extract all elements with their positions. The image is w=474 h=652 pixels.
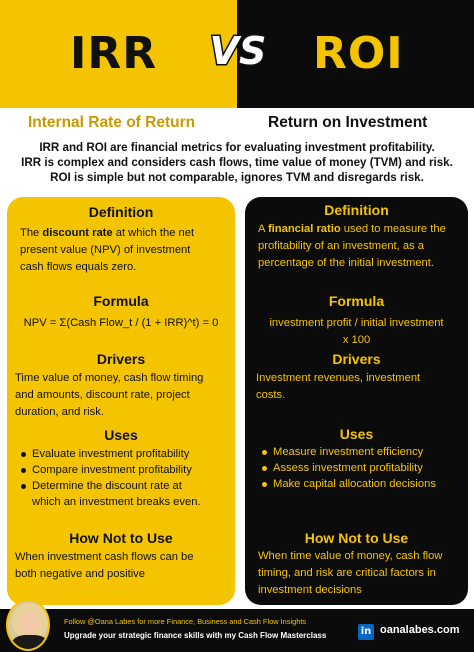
roi-title: ROI [313,28,404,79]
definition-bold-term: financial ratio [267,223,341,235]
list-item-continuation [20,494,230,510]
irr-formula-heading: Formula [93,293,149,309]
irr-formula: NPV = Σ(Cash Flow_t / (1 + IRR)^t) = 0 [23,317,219,329]
intro-text [10,140,464,185]
roi-drivers-text [256,370,466,404]
linkedin-icon[interactable]: in [358,624,374,640]
irr-drivers-text [15,370,233,421]
footer-bar [0,609,474,652]
roi-definition-text [258,221,466,272]
hntu-line: both negative and positive [15,568,145,580]
intro-line: ROI is simple but not comparable, ignores TVM and disregards risk. [50,171,424,184]
definition-text-line: profitability of an investment, as a [258,240,425,252]
vs-badge-icon [207,24,269,76]
roi-uses-heading: Uses [339,426,374,442]
list-item: Measure investment efficiency [261,444,466,460]
list-item: Compare investment profitability [20,462,230,478]
definition-text-part: A [258,223,268,235]
definition-text-line: present value (NPV) of investment [20,244,191,256]
roi-card [245,197,468,605]
irr-definition-text [20,225,230,276]
list-item-continuation-text: which an investment breaks even. [32,496,201,508]
intro-line: IRR and ROI are financial metrics for evaluating investment profitability. [39,141,435,154]
hntu-line: When investment cash flows can be [15,551,194,563]
definition-text-part: The [20,227,43,239]
drivers-line: Investment revenues, investment [256,372,421,384]
header-banner [0,0,474,108]
definition-bold-term: discount rate [42,227,113,239]
list-item: Evaluate investment profitability [20,446,230,462]
irr-drivers-heading: Drivers [96,351,146,367]
avatar-photo [6,599,50,651]
roi-drivers-heading: Drivers [332,351,381,367]
formula-line: investment profit / initial investment [269,317,444,329]
irr-title: IRR [70,28,158,79]
vs-label: VS [209,29,267,73]
irr-uses-list [20,446,230,510]
drivers-line: costs. [256,389,286,401]
hntu-line: investment decisions [258,584,362,596]
irr-definition-heading: Definition [88,204,154,220]
hntu-line: When time value of money, cash flow [258,550,443,562]
formula-line: x 100 [342,334,371,346]
footer-follow-text: Follow @Oana Labes for more Finance, Business and Cash Flow Insights [64,617,307,626]
roi-formula [245,315,468,349]
roi-how-not-to-use-text [258,548,466,599]
definition-text-part: at which the net [112,227,195,239]
definition-text-line: cash flows equals zero. [20,261,137,273]
irr-how-not-to-use-text [15,549,233,583]
definition-text-line: percentage of the initial investment. [258,257,434,269]
roi-formula-heading: Formula [328,293,385,309]
intro-line: IRR is complex and considers cash flows, time value of money (TVM) and risk. [21,156,453,169]
drivers-line: Time value of money, cash flow timing [15,372,204,384]
list-item: Assess investment profitability [261,460,466,476]
irr-how-not-to-use-heading: How Not to Use [69,530,173,546]
definition-text-part: used to measure the [340,223,446,235]
roi-subtitle: Return on Investment [268,114,428,131]
drivers-line: duration, and risk. [15,406,104,418]
roi-how-not-to-use-heading: How Not to Use [304,530,409,546]
website-link[interactable]: oanalabes.com [380,624,460,636]
roi-definition-heading: Definition [324,202,389,218]
list-item: Determine the discount rate at [20,478,230,494]
drivers-line: and amounts, discount rate, project [15,389,190,401]
roi-uses-list [261,444,466,492]
footer-masterclass-link[interactable]: Upgrade your strategic finance skills with my Cash Flow Masterclass [64,631,327,640]
hntu-line: timing, and risk are critical factors in [258,567,436,579]
list-item: Make capital allocation decisions [261,476,466,492]
irr-card [7,197,235,605]
irr-uses-heading: Uses [104,427,138,443]
subtitles-row [0,114,474,136]
irr-subtitle: Internal Rate of Return [28,114,196,131]
